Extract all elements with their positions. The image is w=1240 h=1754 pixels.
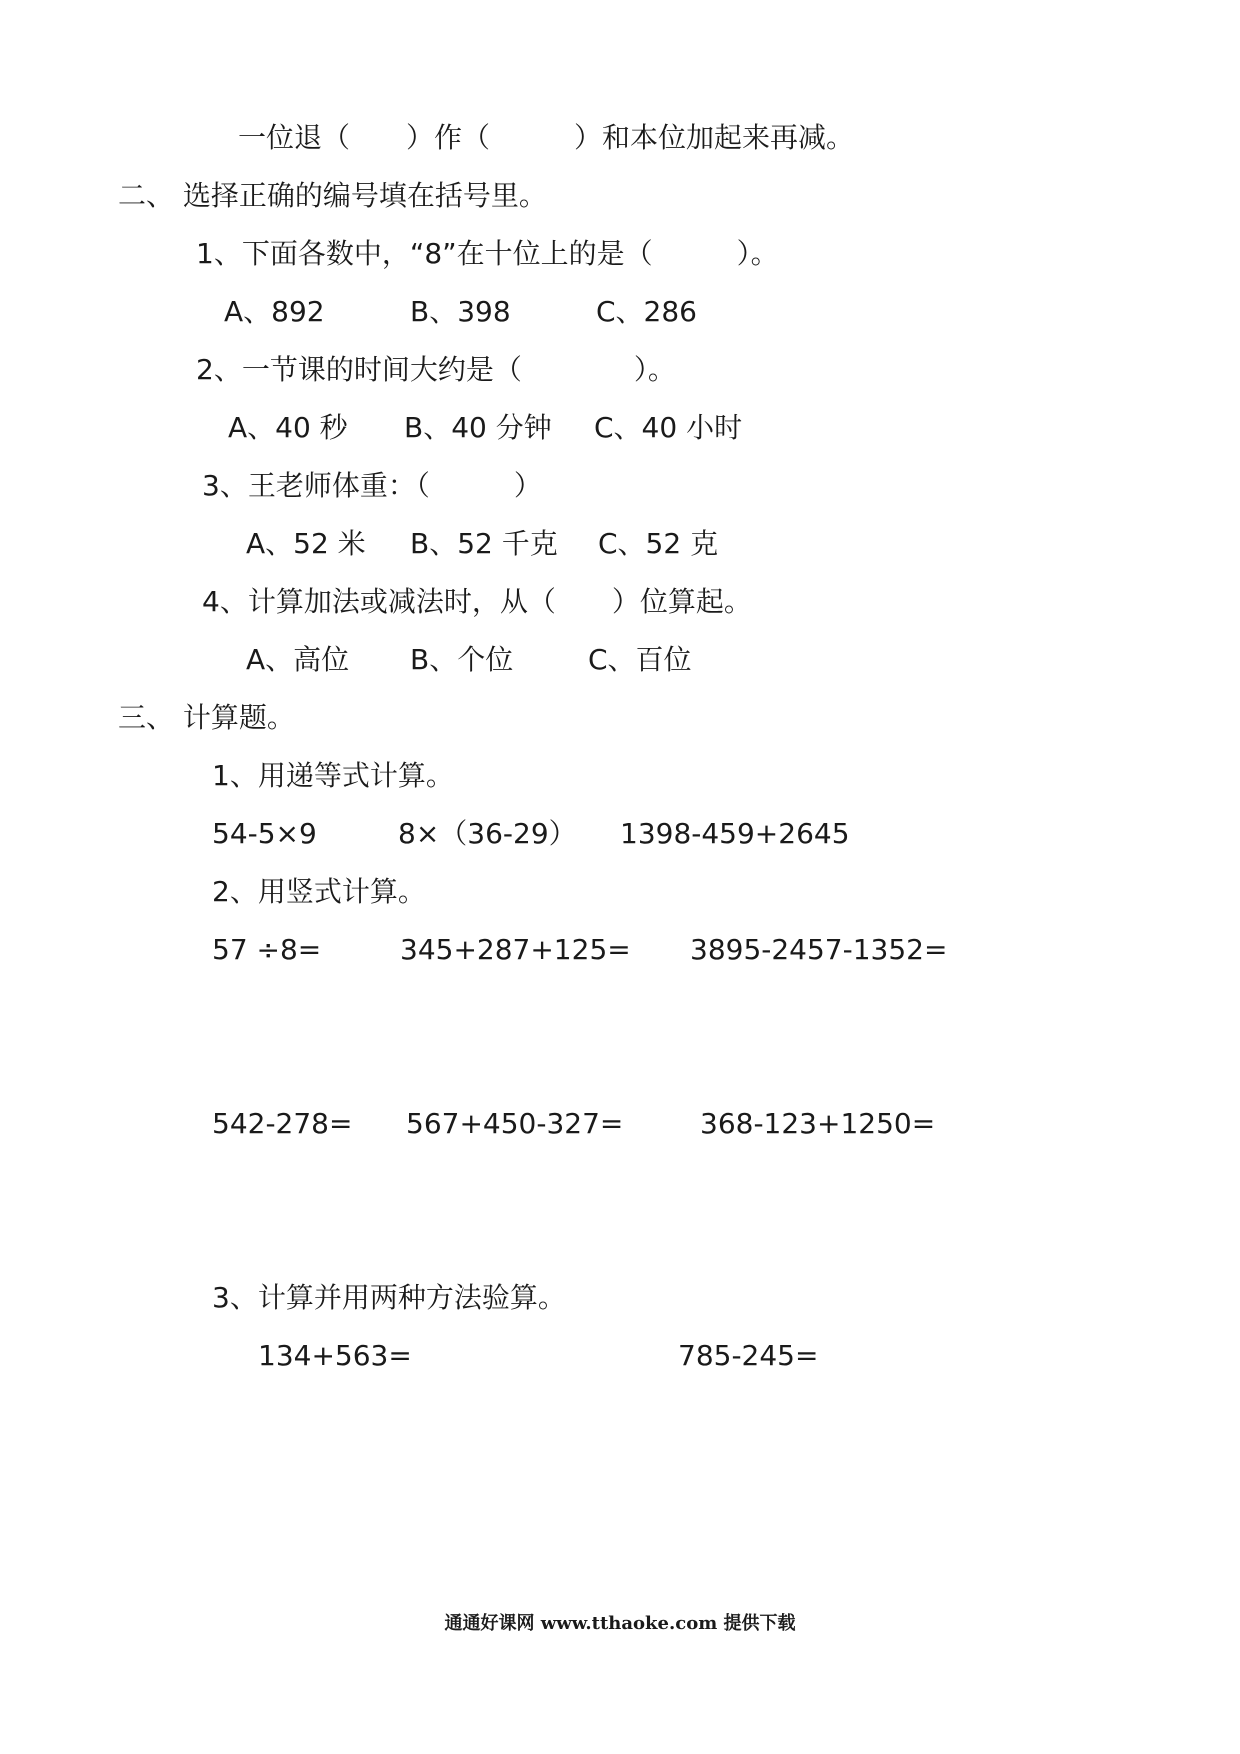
part2-expr-4: 542-278= bbox=[212, 1107, 353, 1140]
part2-expr-5: 567+450-327= bbox=[406, 1107, 624, 1140]
part2-expr-3: 3895-2457-1352= bbox=[690, 933, 948, 966]
part3-expr-1: 134+563= bbox=[258, 1339, 412, 1372]
q2-option-b: B、40 分钟 bbox=[404, 411, 552, 444]
q2-option-a: A、40 秒 bbox=[228, 411, 348, 444]
question-2: 2、一节课的时间大约是（ ）。 bbox=[196, 353, 676, 386]
part1-expr-3: 1398-459+2645 bbox=[620, 817, 850, 850]
q4-option-c: C、百位 bbox=[588, 643, 692, 676]
part2-expr-6: 368-123+1250= bbox=[700, 1107, 936, 1140]
q3-option-c: C、52 克 bbox=[598, 527, 719, 560]
part3-expr-2: 785-245= bbox=[678, 1339, 819, 1372]
q4-option-a: A、高位 bbox=[246, 643, 350, 676]
prev-question-tail: 一位退（ ）作（ ）和本位加起来再减。 bbox=[238, 121, 855, 154]
q4-option-b: B、个位 bbox=[410, 643, 514, 676]
section2-heading: 二、 选择正确的编号填在括号里。 bbox=[118, 179, 547, 212]
part1-expr-2: 8×（36-29） bbox=[398, 817, 577, 850]
part2-title: 2、用竖式计算。 bbox=[212, 875, 426, 908]
q3-option-a: A、52 米 bbox=[246, 527, 366, 560]
section3-heading: 三、 计算题。 bbox=[118, 701, 295, 734]
q2-option-c: C、40 小时 bbox=[594, 411, 743, 444]
part1-title: 1、用递等式计算。 bbox=[212, 759, 454, 792]
footer-watermark: 通通好课网 www.tthaoke.com 提供下载 bbox=[444, 1613, 796, 1634]
q1-option-b: B、398 bbox=[410, 295, 511, 328]
part2-expr-2: 345+287+125= bbox=[400, 933, 631, 966]
q1-option-c: C、286 bbox=[596, 295, 697, 328]
part2-expr-1: 57 ÷8= bbox=[212, 933, 322, 966]
question-3: 3、王老师体重：（ ） bbox=[202, 469, 542, 502]
q3-option-b: B、52 千克 bbox=[410, 527, 558, 560]
q1-option-a: A、892 bbox=[224, 295, 325, 328]
part3-title: 3、计算并用两种方法验算。 bbox=[212, 1281, 566, 1314]
question-4: 4、计算加法或减法时，从（ ）位算起。 bbox=[202, 585, 752, 618]
part1-expr-1: 54-5×9 bbox=[212, 817, 317, 850]
question-1: 1、下面各数中，“8”在十位上的是（ ）。 bbox=[196, 237, 779, 270]
